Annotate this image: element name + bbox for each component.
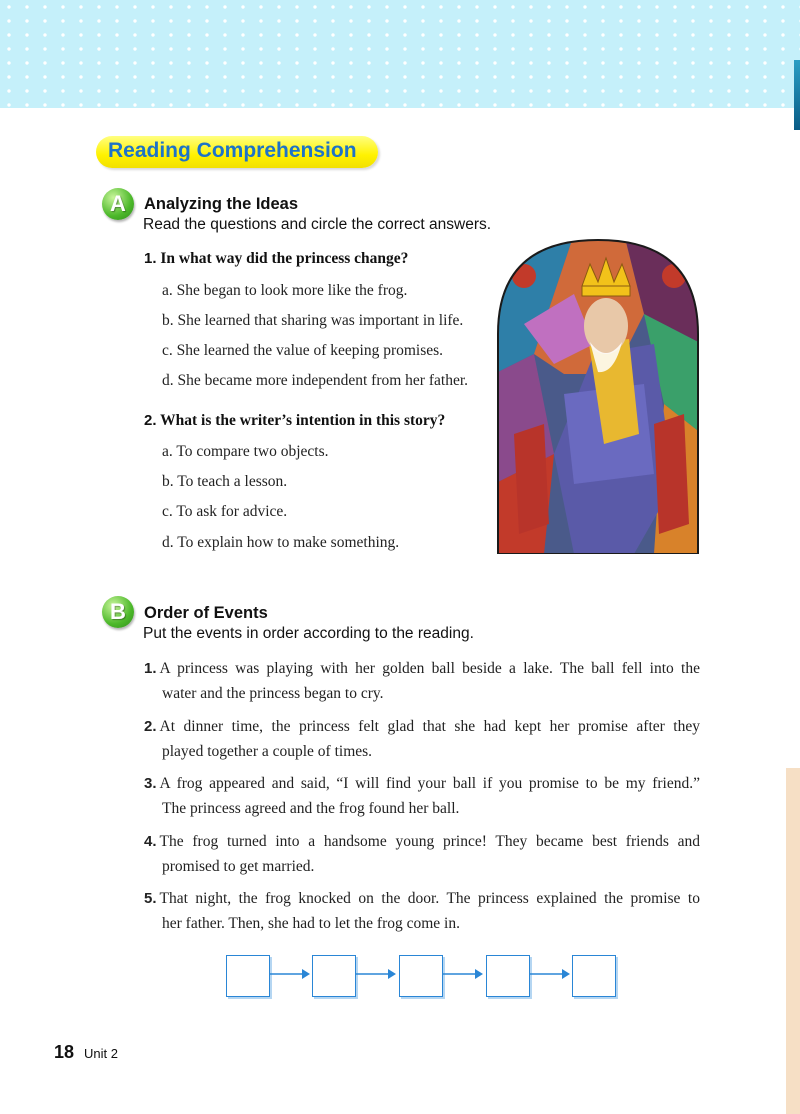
answer-option[interactable]: d. She became more independent from her father. <box>162 372 469 389</box>
event-item <box>144 829 700 879</box>
event-number: 3. <box>144 775 157 792</box>
event-text: water and the princess began to cry. <box>162 685 384 702</box>
event-text: promised to get married. <box>162 858 315 875</box>
arrow-right-icon <box>530 966 570 982</box>
answer-option[interactable]: c. She learned the value of keeping promises. <box>162 342 444 359</box>
page-number: 18 <box>54 1042 75 1062</box>
arrow-right-icon <box>356 966 396 982</box>
edge-strip <box>794 60 800 130</box>
event-number: 5. <box>144 890 157 907</box>
event-text: The princess agreed and the frog found her ball. <box>162 800 460 817</box>
answer-option[interactable]: a. To compare two objects. <box>162 443 329 460</box>
event-number: 4. <box>144 833 157 850</box>
question-text: In what way did the princess change? <box>160 250 409 267</box>
answer-box-2[interactable] <box>312 955 356 997</box>
answer-option[interactable]: d. To explain how to make something. <box>162 534 400 551</box>
badge-a: A <box>102 188 134 220</box>
event-number: 2. <box>144 718 157 735</box>
event-text: At dinner time, the princess felt glad that she had kept her promise after they <box>159 718 700 735</box>
event-item <box>144 771 700 821</box>
arrow-right-icon <box>270 966 310 982</box>
answer-option[interactable]: c. To ask for advice. <box>162 503 288 520</box>
event-item <box>144 714 700 764</box>
section-b-title: Order of Events <box>144 604 268 622</box>
question-number: 2. <box>144 412 157 429</box>
king-stained-glass-illustration <box>494 234 702 554</box>
event-text: A princess was playing with her golden ball beside a lake. The ball fell into the <box>159 660 700 677</box>
section-a-title: Analyzing the Ideas <box>144 195 299 213</box>
answer-box-1[interactable] <box>226 955 270 997</box>
answer-box-4[interactable] <box>486 955 530 997</box>
event-text: A frog appeared and said, “I will find your ball if you promise to be my friend.” <box>159 775 700 792</box>
event-number: 1. <box>144 660 157 677</box>
event-text: That night, the frog knocked on the door. The princess explained the promise to <box>159 890 700 907</box>
event-text: The frog turned into a handsome young prince! They became best friends and <box>159 833 700 850</box>
event-text: played together a couple of times. <box>162 743 373 760</box>
section-heading <box>96 136 378 168</box>
question-1 <box>144 250 408 268</box>
unit-label: Unit 2 <box>84 1046 118 1061</box>
arrow-right-icon <box>443 966 483 982</box>
answer-box-3[interactable] <box>399 955 443 997</box>
event-text: her father. Then, she had to let the frog come in. <box>162 915 460 932</box>
decorative-header-band <box>0 0 800 108</box>
answer-option[interactable]: a. She began to look more like the frog. <box>162 282 408 299</box>
page-edge-tab <box>786 768 800 1114</box>
event-item <box>144 886 700 936</box>
badge-b: B <box>102 596 134 628</box>
section-b-instruction: Put the events in order according to the reading. <box>143 625 474 642</box>
section-heading-text: Reading Comprehension <box>108 139 357 162</box>
question-number: 1. <box>144 250 157 267</box>
event-item <box>144 656 700 706</box>
question-text: What is the writer’s intention in this story? <box>160 412 446 429</box>
question-2 <box>144 412 445 430</box>
answer-option[interactable]: b. To teach a lesson. <box>162 473 288 490</box>
answer-box-5[interactable] <box>572 955 616 997</box>
section-a-instruction: Read the questions and circle the correct answers. <box>143 216 492 233</box>
answer-option[interactable]: b. She learned that sharing was important in life. <box>162 312 464 329</box>
